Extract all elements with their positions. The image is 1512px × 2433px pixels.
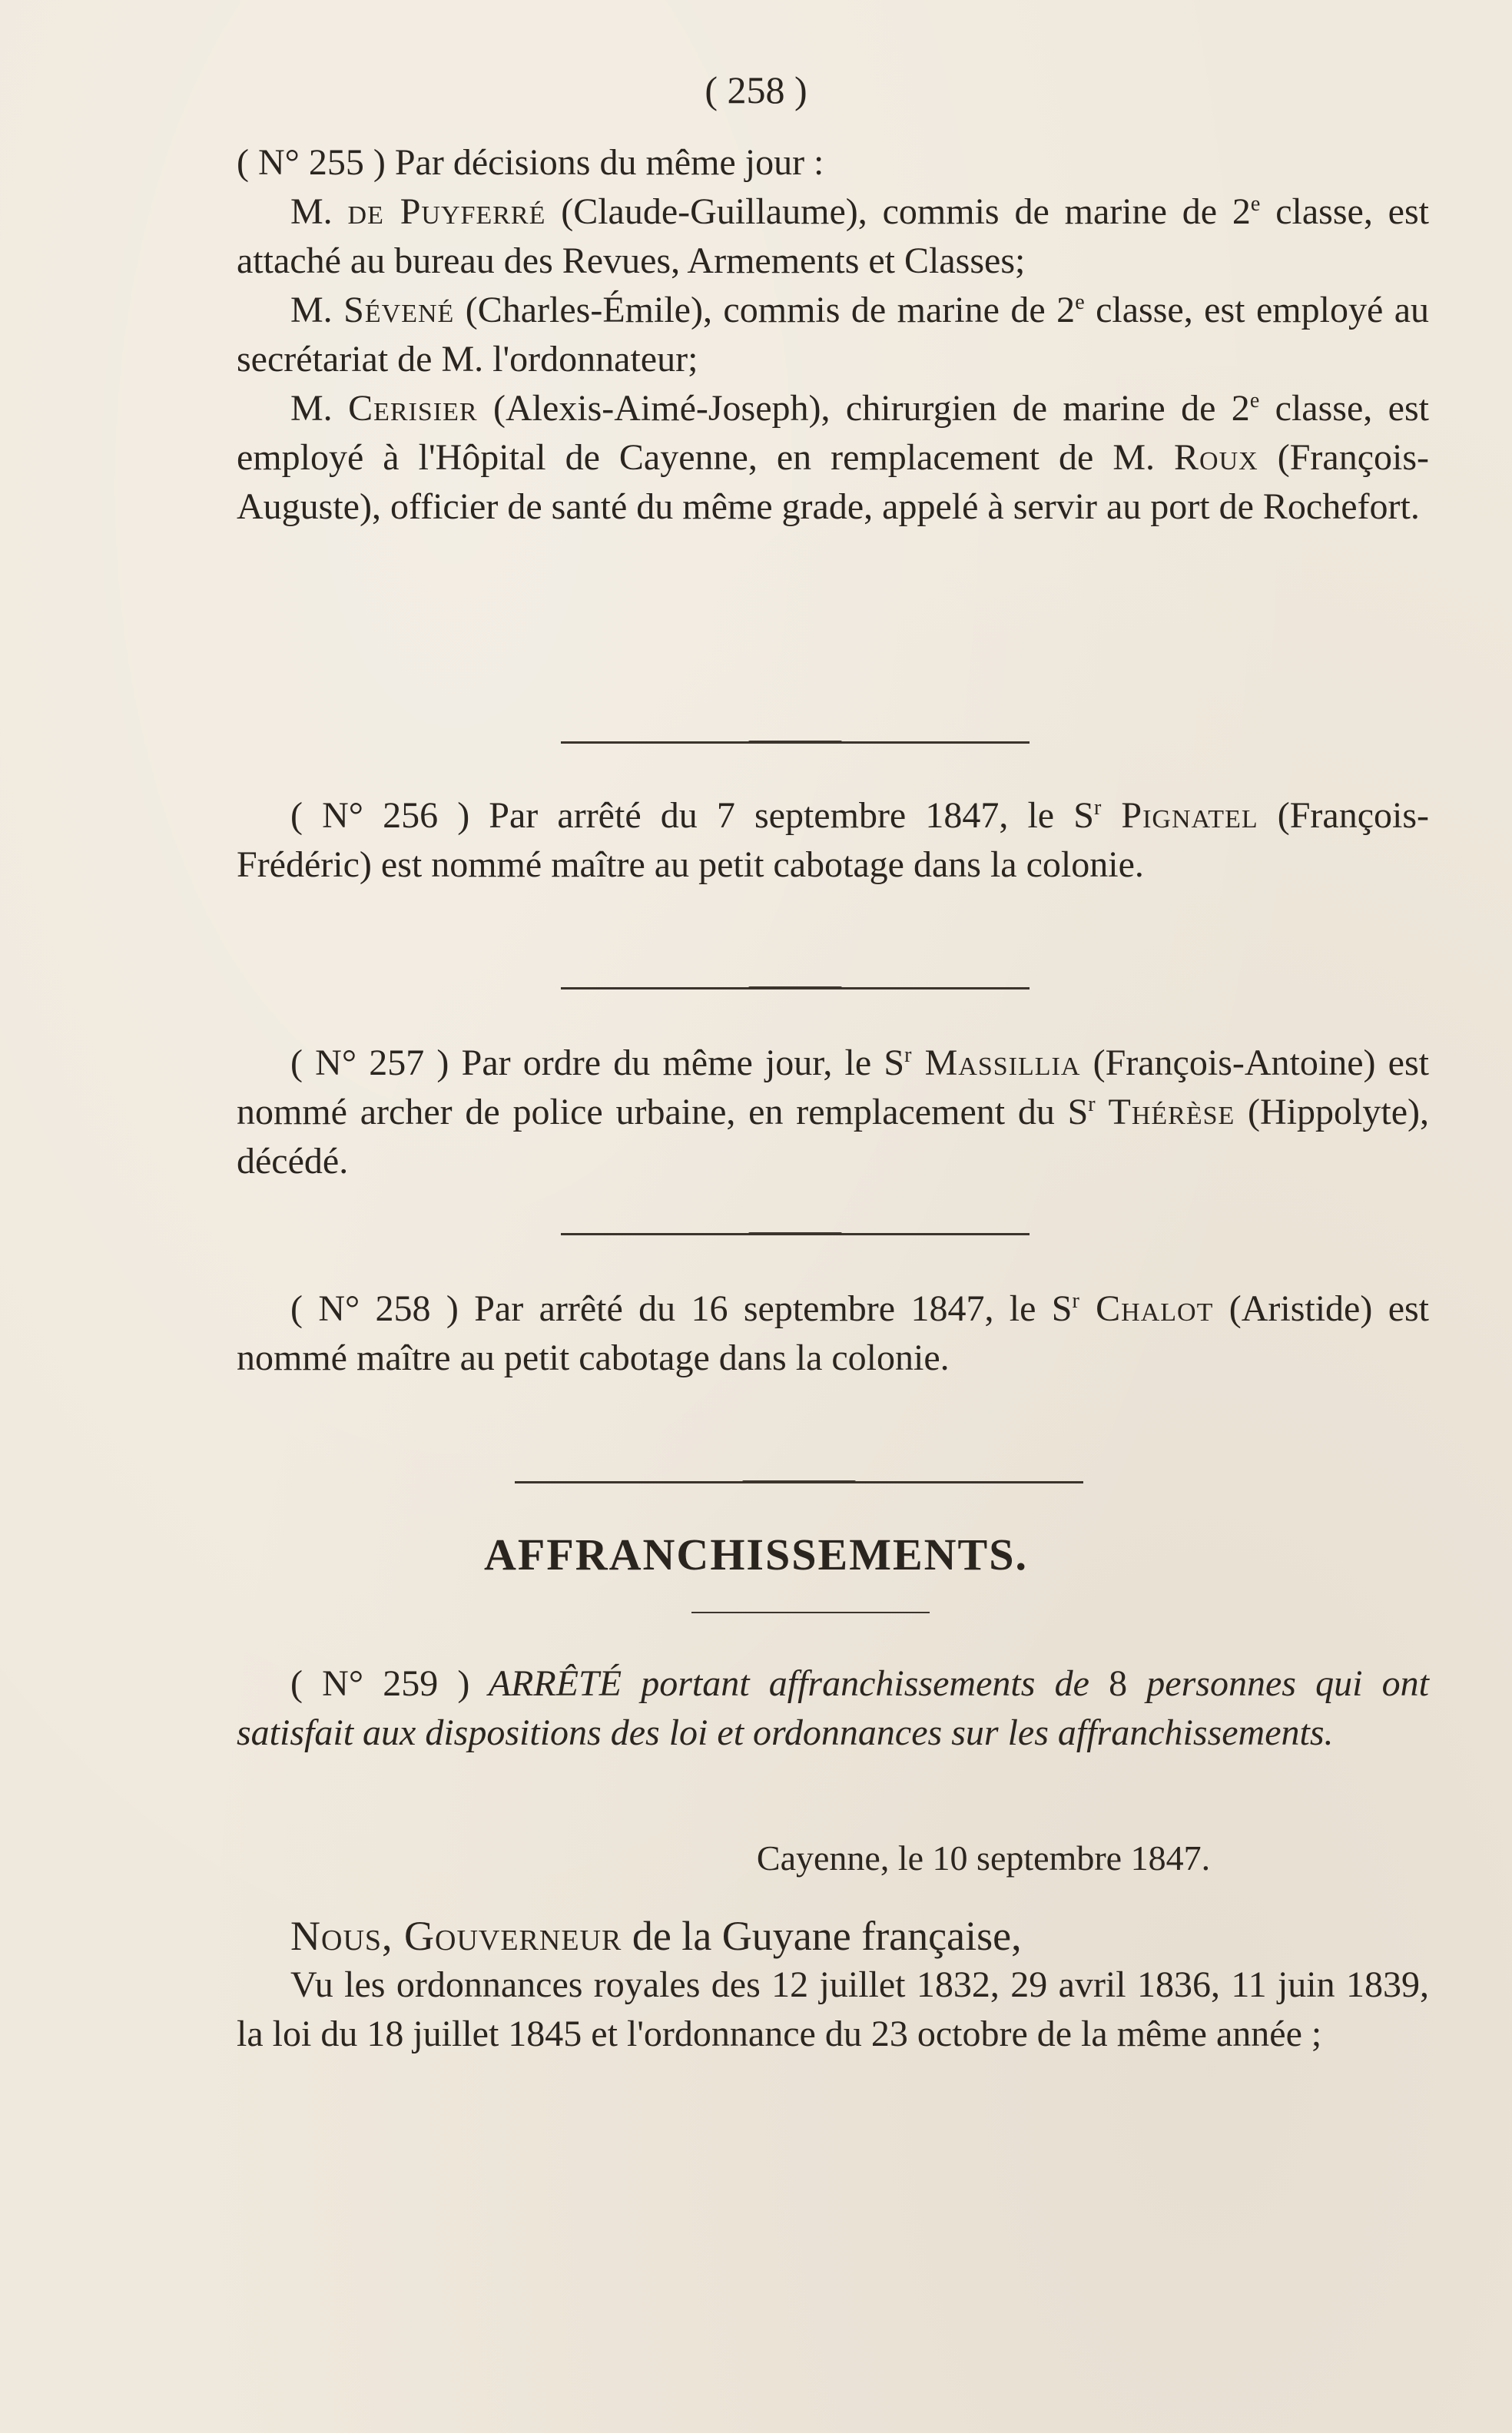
superscript: r bbox=[1072, 1289, 1079, 1313]
entry-text: (Hippolyte), décédé. bbox=[237, 1092, 1429, 1182]
entry-text: classe, est employé au secrétariat de M. l'ordonnateur; bbox=[237, 290, 1430, 380]
governor-title: Gouverneur bbox=[393, 1913, 622, 1959]
superscript: r bbox=[904, 1043, 912, 1067]
entry-257-paragraph bbox=[237, 1039, 1429, 1186]
entry-text: classe, est attaché au bureau des Revues, Armements et Classes; bbox=[237, 191, 1429, 281]
dateline: Cayenne, le 10 septembre 1847. bbox=[756, 1838, 1211, 1878]
section-divider bbox=[515, 1481, 1083, 1483]
entry-256 bbox=[237, 791, 1429, 890]
entry-256-paragraph bbox=[237, 791, 1429, 890]
person-name: Massillia bbox=[911, 1042, 1081, 1083]
decree-body bbox=[237, 1911, 1429, 2059]
superscript: e bbox=[1249, 389, 1260, 413]
entry-text: Par ordre du même jour, le S bbox=[449, 1042, 905, 1083]
entry-258 bbox=[237, 1284, 1429, 1383]
decree-title: ARRÊTÉ portant affranchissements de bbox=[469, 1663, 1109, 1704]
entry-text: (Alexis-Aimé-Joseph), chirurgien de marine de 2 bbox=[477, 388, 1250, 429]
entry-255-intro bbox=[237, 138, 1429, 187]
person-count: 8 bbox=[1109, 1663, 1128, 1704]
entry-number: ( N° 258 ) bbox=[290, 1288, 459, 1329]
governor-line bbox=[237, 1911, 1429, 1961]
nous-word: Nous, bbox=[290, 1913, 393, 1959]
entry-text: (François-Antoine) est nommé archer de police urbaine, en remplacement du S bbox=[237, 1042, 1430, 1132]
page-number: ( 258 ) bbox=[705, 68, 807, 111]
person-title: M. bbox=[290, 191, 333, 232]
person-title: M. bbox=[290, 388, 333, 429]
entry-255-item-2 bbox=[237, 286, 1429, 384]
section-heading: AFFRANCHISSEMENTS. bbox=[484, 1530, 1028, 1579]
entry-text: classe, est employé à l'Hôpital de Cayenne, en remplacement de M. bbox=[237, 388, 1429, 478]
superscript: r bbox=[1093, 796, 1102, 820]
entry-number: ( N° 259 ) bbox=[290, 1663, 470, 1704]
entry-number: ( N° 256 ) bbox=[290, 795, 470, 836]
entry-text: Par arrêté du 7 septembre 1847, le S bbox=[469, 795, 1094, 836]
entry-258-paragraph bbox=[237, 1284, 1429, 1383]
entry-259-title bbox=[237, 1659, 1429, 1758]
entry-text: Par décisions du même jour : bbox=[385, 142, 824, 183]
section-divider bbox=[561, 1233, 1030, 1235]
person-name: Cerisier bbox=[348, 388, 478, 429]
entry-255 bbox=[237, 138, 1429, 532]
vu-paragraph: Vu les ordonnances royales des 12 juillet 1832, 29 avril 1836, 11 juin 1839, la loi du 18 juillet 1845 et l'ordonnance du 23 octobre de la même année ; bbox=[237, 1964, 1429, 2054]
person-name: Thérèse bbox=[1095, 1092, 1235, 1132]
person-title: M. bbox=[290, 290, 333, 330]
decree-title: personnes qui ont satisfait aux dispositions des loi et ordonnances sur les affranchissements. bbox=[237, 1663, 1429, 1753]
section-divider bbox=[561, 987, 1030, 989]
superscript: e bbox=[1075, 290, 1085, 314]
section-divider bbox=[561, 741, 1030, 744]
entry-text: (François-Frédéric) est nommé maître au petit cabotage dans la colonie. bbox=[237, 795, 1430, 885]
entry-number: ( N° 257 ) bbox=[290, 1042, 449, 1083]
governor-rest: de la Guyane française, bbox=[622, 1913, 1022, 1959]
entry-text: Par arrêté du 16 septembre 1847, le S bbox=[458, 1288, 1073, 1329]
person-name: Sévené bbox=[343, 290, 455, 330]
person-name: Pignatel bbox=[1101, 795, 1258, 836]
person-name: de Puyferré bbox=[347, 191, 546, 232]
person-name: Chalot bbox=[1079, 1288, 1214, 1329]
heading-underline bbox=[691, 1612, 930, 1613]
entry-text: (Charles-Émile), commis de marine de 2 bbox=[454, 290, 1076, 330]
entry-257 bbox=[237, 1039, 1429, 1186]
person-name: Roux bbox=[1174, 437, 1258, 478]
entry-259 bbox=[237, 1659, 1429, 1758]
entry-text: (Aristide) est nommé maître au petit cabotage dans la colonie. bbox=[237, 1288, 1430, 1378]
superscript: e bbox=[1250, 192, 1261, 216]
entry-number: ( N° 255 ) bbox=[237, 142, 386, 183]
entry-255-item-1 bbox=[237, 187, 1429, 286]
entry-255-item-3 bbox=[237, 384, 1429, 532]
entry-text: (Claude-Guillaume), commis de marine de 2 bbox=[545, 191, 1251, 232]
superscript: r bbox=[1088, 1092, 1096, 1116]
entry-text: (François-Auguste), officier de santé du même grade, appelé à servir au port de Rochefort. bbox=[237, 437, 1430, 527]
